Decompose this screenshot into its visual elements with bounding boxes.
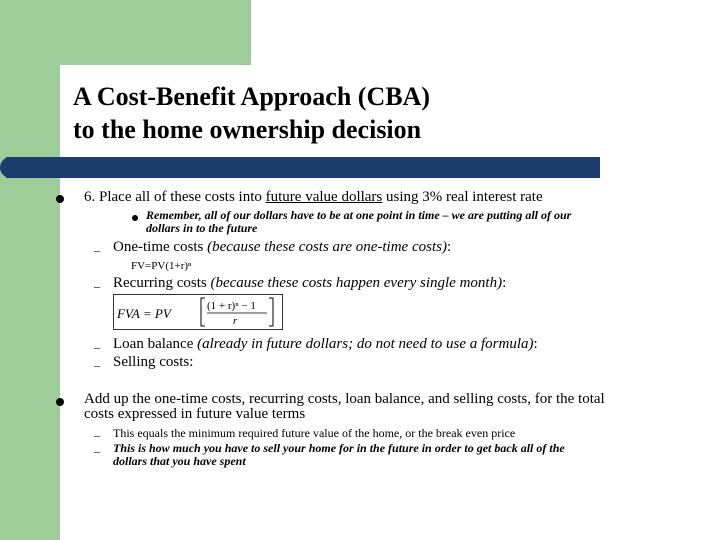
fv-formula: FV=PV(1+r)ⁿ [131, 260, 192, 272]
item-6-text: 6. Place all of these costs into future value dollars using 3% real interest rate [84, 189, 543, 205]
future-value-dollars-underlined: future value dollars [265, 189, 383, 205]
fva-denominator: r [233, 315, 238, 327]
bullet-dot-small [132, 215, 138, 221]
remember-note: Remember, all of our dollars have to be at one point in time – we are putting all of our dollars in to the future [146, 208, 572, 235]
divider-bar [6, 157, 600, 178]
sell-home-note: This is how much you have to sell your home for in the future in order to get back all of the dollars that you have spent [113, 441, 565, 468]
title-line-2: to the home ownership decision [73, 115, 422, 144]
recurring-costs-text: Recurring costs (because these costs happen every single month): [113, 275, 507, 291]
dash-marker: – [94, 444, 100, 458]
bullet-dot [56, 195, 64, 203]
title-line-1: A Cost-Benefit Approach (CBA) [73, 82, 431, 111]
dash-marker: – [94, 340, 100, 354]
bullet-dot [56, 398, 64, 406]
fva-numerator: (1 + r)ⁿ − 1 [207, 300, 256, 312]
loan-balance-text: Loan balance (already in future dollars; do not need to use a formula): [113, 336, 538, 352]
left-accent-stripe [0, 0, 60, 540]
dash-marker: – [94, 243, 100, 257]
add-up-text: Add up the one-time costs, recurring costs, loan balance, and selling costs, for the total costs expressed in future value terms [84, 391, 605, 422]
selling-costs-text: Selling costs: [113, 354, 194, 370]
top-accent-block [0, 0, 251, 65]
fva-formula [113, 294, 283, 330]
dash-marker: – [94, 279, 100, 293]
slide-title [73, 80, 430, 146]
dash-marker: – [94, 358, 100, 372]
one-time-costs-text: One-time costs (because these costs are one-time costs): [113, 239, 452, 255]
fva-lhs: FVA = PV [117, 306, 171, 321]
break-even-text: This equals the minimum required future value of the home, or the break even price [113, 426, 516, 440]
dash-marker: – [94, 428, 100, 442]
